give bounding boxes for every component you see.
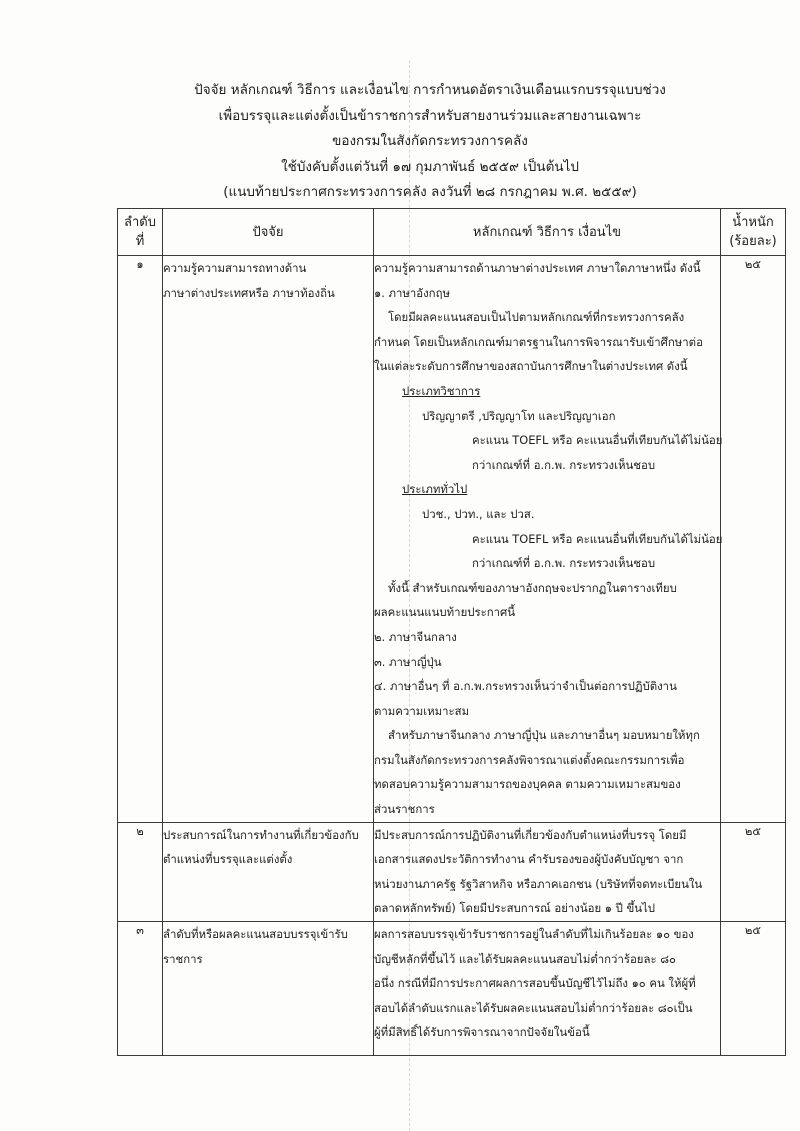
- criteria-text: ในแต่ละระดับการศึกษาของสถาบันการศึกษาในต่างประเทศ ดังนี้: [374, 359, 688, 374]
- header-order-label-2: ที่: [135, 234, 145, 249]
- factor-text: ลำดับที่หรือผลคะแนนสอบบรรจุเข้ารับ: [163, 927, 348, 942]
- title-line: ปัจจัย หลักเกณฑ์ วิธีการ และเงื่อนไข การกำหนดอัตราเงินเดือนแรกบรรจุแบบช่วง: [194, 82, 666, 98]
- row-number: ๑: [118, 256, 163, 823]
- header-criteria: หลักเกณฑ์ วิธีการ เงื่อนไข: [374, 209, 721, 256]
- title-line: เพื่อบรรจุและแต่งตั้งเป็นข้าราชการสำหรับสายงานร่วมและสายงานเฉพาะ: [218, 107, 642, 124]
- criteria-text: คะแนน TOEFL หรือ คะแนนอื่นที่เทียบกันได้ไม่น้อย: [472, 433, 723, 448]
- criteria-text: ผลการสอบบรรจุเข้ารับราชการอยู่ในลำดับที่ไม่เกินร้อยละ ๑๐ ของ: [374, 927, 694, 942]
- criteria-text: บัญชีหลักที่ขึ้นไว้ และได้รับผลคะแนนสอบไม่ต่ำกว่าร้อยละ ๘๐: [374, 951, 676, 966]
- criteria-text: กำหนด โดยเป็นหลักเกณฑ์มาตรฐานในการพิจารณารับเข้าศึกษาต่อ: [374, 334, 703, 349]
- criteria-text: ความรู้ความสามารถด้านภาษาต่างประเทศ ภาษาใดภาษาหนึ่ง ดังนี้: [374, 261, 701, 275]
- criteria-cell: [374, 922, 721, 1056]
- criteria-cell: [374, 822, 721, 921]
- header-order-label: ลำดับ: [124, 215, 156, 230]
- factor-text: ประสบการณ์ในการทำงานที่เกี่ยวข้องกับ: [163, 827, 359, 842]
- criteria-text: ตามความเหมาะสม: [374, 703, 470, 718]
- category-heading: ประเภททั่วไป: [402, 482, 468, 497]
- table-row: [118, 256, 786, 823]
- criteria-text: กว่าเกณฑ์ที่ อ.ก.พ. กระทรวงเห็นชอบ: [472, 556, 656, 571]
- table-row: [118, 822, 786, 921]
- criteria-text: ทดสอบความรู้ความสามารถของบุคคล ตามความเหมาะสมของ: [374, 777, 681, 792]
- header-factor: ปัจจัย: [163, 209, 374, 256]
- criteria-text: ผลคะแนนแนบท้ายประกาศนี้: [374, 605, 516, 620]
- criteria-text: ตลาดหลักทรัพย์) โดยมีประสบการณ์ อย่างน้อย ๑ ปี ขึ้นไป: [374, 901, 656, 916]
- criteria-item: ๑. ภาษาอังกฤษ: [374, 285, 450, 300]
- criteria-text: ปวช., ปวท., และ ปวส.: [422, 506, 535, 521]
- weight-value: ๒๕: [721, 822, 786, 921]
- title-line: ของกรมในสังกัดกระทรวงการคลัง: [332, 133, 528, 149]
- table-header-row: [118, 209, 786, 256]
- weight-value: ๒๕: [721, 256, 786, 823]
- factor-cell: [163, 822, 374, 921]
- criteria-text: ปริญญาตรี ,ปริญญาโท และปริญญาเอก: [422, 408, 616, 423]
- annex-reference-line: (แนบท้ายประกาศกระทรวงการคลัง ลงวันที่ ๒๘ กรกฎาคม พ.ศ. ๒๕๕๙): [223, 184, 637, 200]
- criteria-text: อนึ่ง กรณีที่มีการประกาศผลการสอบขึ้นบัญชีไว้ไม่ถึง ๑๐ คน ให้ผู้ที่: [374, 976, 696, 991]
- row-number: ๒: [118, 822, 163, 921]
- criteria-table: [117, 208, 786, 1056]
- category-heading: ประเภทวิชาการ: [402, 383, 481, 398]
- factor-cell: [163, 256, 374, 823]
- row-number: ๓: [118, 922, 163, 1056]
- criteria-item: ๒. ภาษาจีนกลาง: [374, 629, 457, 644]
- criteria-item: ๔. ภาษาอื่นๆ ที่ อ.ก.พ.กระทรวงเห็นว่าจำเป็นต่อการปฏิบัติงาน: [374, 679, 677, 694]
- criteria-text: ส่วนราชการ: [374, 802, 435, 817]
- criteria-text: หน่วยงานภาครัฐ รัฐวิสาหกิจ หรือภาคเอกชน (บริษัทที่จดทะเบียนใน: [374, 876, 703, 891]
- factor-text: ภาษาต่างประเทศหรือ ภาษาท้องถิ่น: [163, 285, 335, 300]
- factor-cell: [163, 922, 374, 1056]
- factor-text: ความรู้ความสามารถทางด้าน: [163, 261, 307, 275]
- criteria-text: คะแนน TOEFL หรือ คะแนนอื่นที่เทียบกันได้ไม่น้อย: [472, 531, 723, 546]
- criteria-text: ทั้งนี้ สำหรับเกณฑ์ของภาษาอังกฤษจะปรากฏในตารางเทียบ: [388, 580, 677, 595]
- factor-text: ราชการ: [163, 951, 203, 966]
- criteria-text: กว่าเกณฑ์ที่ อ.ก.พ. กระทรวงเห็นชอบ: [472, 457, 656, 472]
- header-weight: [721, 209, 786, 256]
- header-weight-label: น้ำหนัก: [732, 215, 774, 230]
- criteria-text: สอบได้ลำดับแรกและได้รับผลคะแนนสอบไม่ต่ำกว่าร้อยละ ๘๐เป็น: [374, 1000, 693, 1015]
- criteria-cell: [374, 256, 721, 823]
- criteria-text: ผู้ที่มีสิทธิ์ได้รับการพิจารณาจากปัจจัยในข้อนี้: [374, 1025, 590, 1040]
- weight-value: ๒๕: [721, 922, 786, 1056]
- criteria-text: มีประสบการณ์การปฏิบัติงานที่เกี่ยวข้องกับตำแหน่งที่บรรจุ โดยมี: [374, 827, 687, 842]
- criteria-text: กรมในสังกัดกระทรวงการคลังพิจารณาแต่งตั้งคณะกรรมการเพื่อ: [374, 752, 685, 767]
- factor-text: ตำแหน่งที่บรรจุและแต่งตั้ง: [163, 852, 293, 867]
- header-order-no: [118, 209, 163, 256]
- criteria-item: ๓. ภาษาญี่ปุ่น: [374, 654, 442, 669]
- criteria-text: เอกสารแสดงประวัติการทำงาน คำรับรองของผู้บังคับบัญชา จาก: [374, 852, 684, 867]
- criteria-text: สำหรับภาษาจีนกลาง ภาษาญี่ปุ่น และภาษาอื่นๆ มอบหมายให้ทุก: [388, 728, 700, 743]
- header-weight-unit: (ร้อยละ): [729, 234, 777, 249]
- effective-date-line: ใช้บังคับตั้งแต่วันที่ ๑๗ กุมภาพันธ์ ๒๕๕๙ เป็นต้นไป: [281, 158, 579, 175]
- document-title: [190, 78, 670, 206]
- criteria-text: โดยมีผลคะแนนสอบเป็นไปตามหลักเกณฑ์ที่กระทรวงการคลัง: [388, 310, 685, 325]
- table-row: [118, 922, 786, 1056]
